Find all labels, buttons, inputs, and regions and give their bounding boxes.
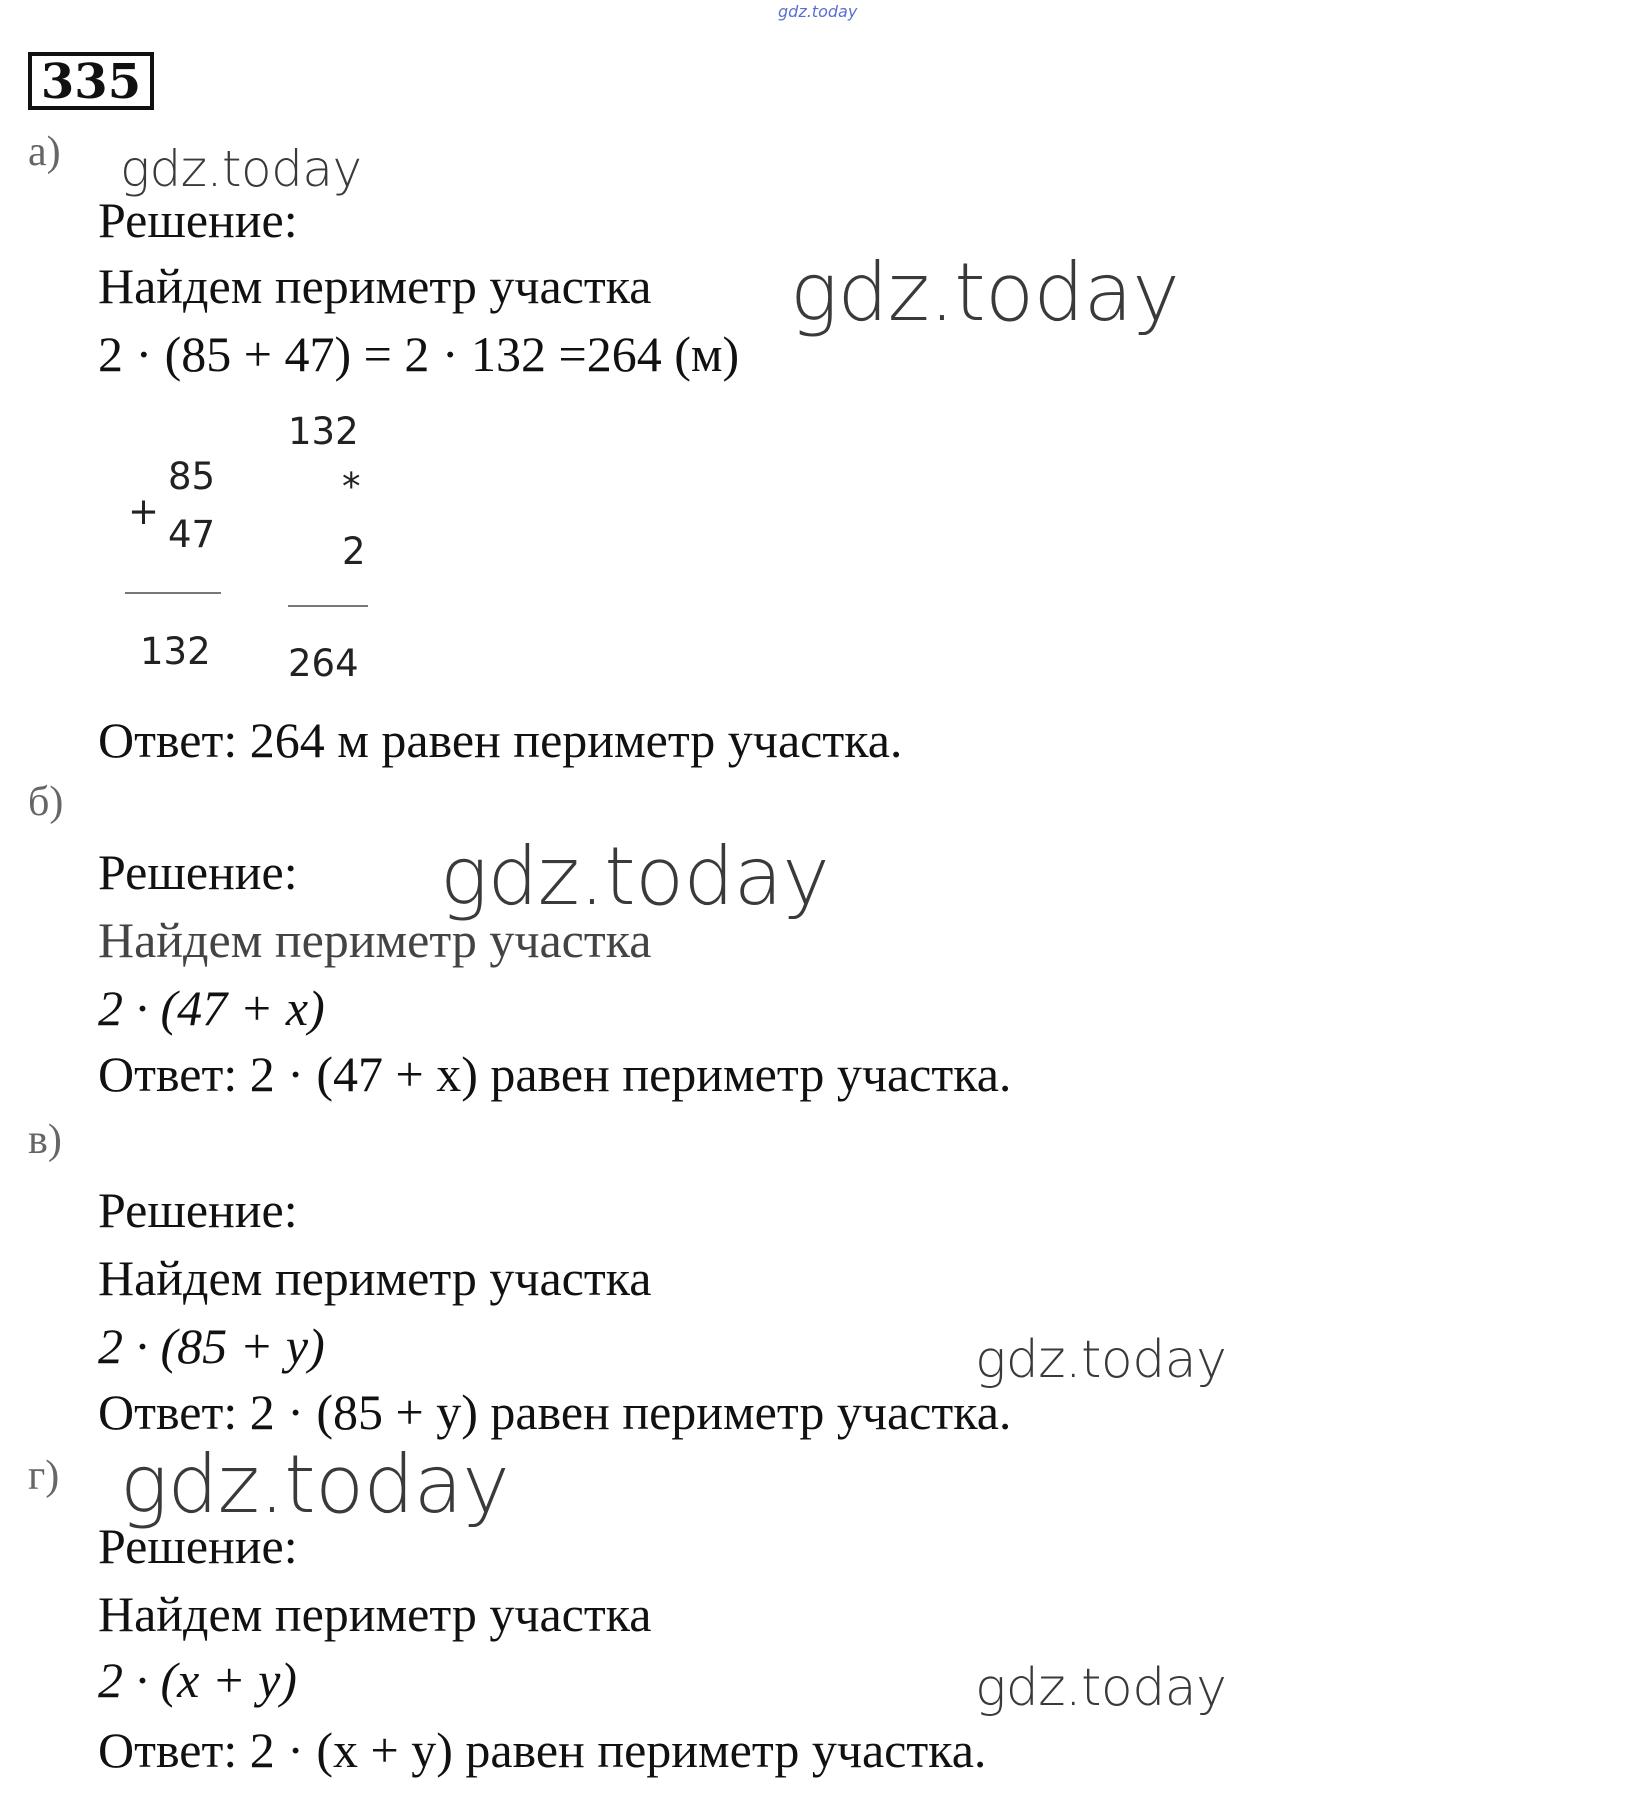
answer-d: Ответ: 2 · (x + y) равен периметр участка. (98, 1722, 987, 1778)
solution-label-a: Решение: (98, 192, 298, 248)
part-label-c: в) (28, 1117, 62, 1163)
column-multiplication-result: 264 (288, 642, 359, 685)
watermark: gdz.today (975, 1658, 1227, 1718)
watermark: gdz.today (120, 140, 362, 198)
part-label-d: г) (28, 1453, 60, 1499)
intro-c: Найдем периметр участка (98, 1250, 652, 1306)
solution-label-b: Решение: (98, 844, 298, 900)
intro-b: Найдем периметр участка (98, 912, 652, 968)
column-multiplication-rule (288, 605, 368, 607)
task-number: 335 (28, 52, 154, 110)
header-watermark: gdz.today (778, 2, 858, 21)
formula-a: 2 · (85 + 47) = 2 · 132 =264 (м) (98, 326, 740, 382)
watermark: gdz.today (790, 246, 1180, 339)
solution-label-c: Решение: (98, 1182, 298, 1238)
column-addition-sign: + (128, 490, 160, 533)
column-addition-bottom: 47 (168, 513, 216, 556)
formula-b: 2 · (47 + x) (98, 980, 325, 1036)
formula-c: 2 · (85 + y) (98, 1318, 325, 1374)
watermark: gdz.today (975, 1330, 1227, 1390)
formula-d: 2 · (x + y) (98, 1652, 297, 1708)
column-addition-top: 85 (168, 455, 216, 498)
answer-c: Ответ: 2 · (85 + y) равен периметр участка. (98, 1384, 1012, 1440)
column-addition-rule (125, 592, 221, 594)
intro-d: Найдем периметр участка (98, 1586, 652, 1642)
part-label-a: а) (28, 129, 61, 175)
answer-b: Ответ: 2 · (47 + x) равен периметр участка. (98, 1046, 1012, 1102)
column-multiplication-top: 132 (288, 410, 359, 453)
solution-label-d: Решение: (98, 1518, 298, 1574)
intro-a: Найдем периметр участка (98, 258, 652, 314)
column-multiplication-sign: * (342, 465, 361, 508)
column-multiplication-bottom: 2 (342, 530, 366, 573)
column-addition-result: 132 (140, 630, 211, 673)
watermark: gdz.today (120, 1438, 510, 1531)
part-label-b: б) (28, 779, 64, 825)
watermark: gdz.today (440, 830, 830, 923)
answer-a: Ответ: 264 м равен периметр участка. (98, 712, 903, 768)
